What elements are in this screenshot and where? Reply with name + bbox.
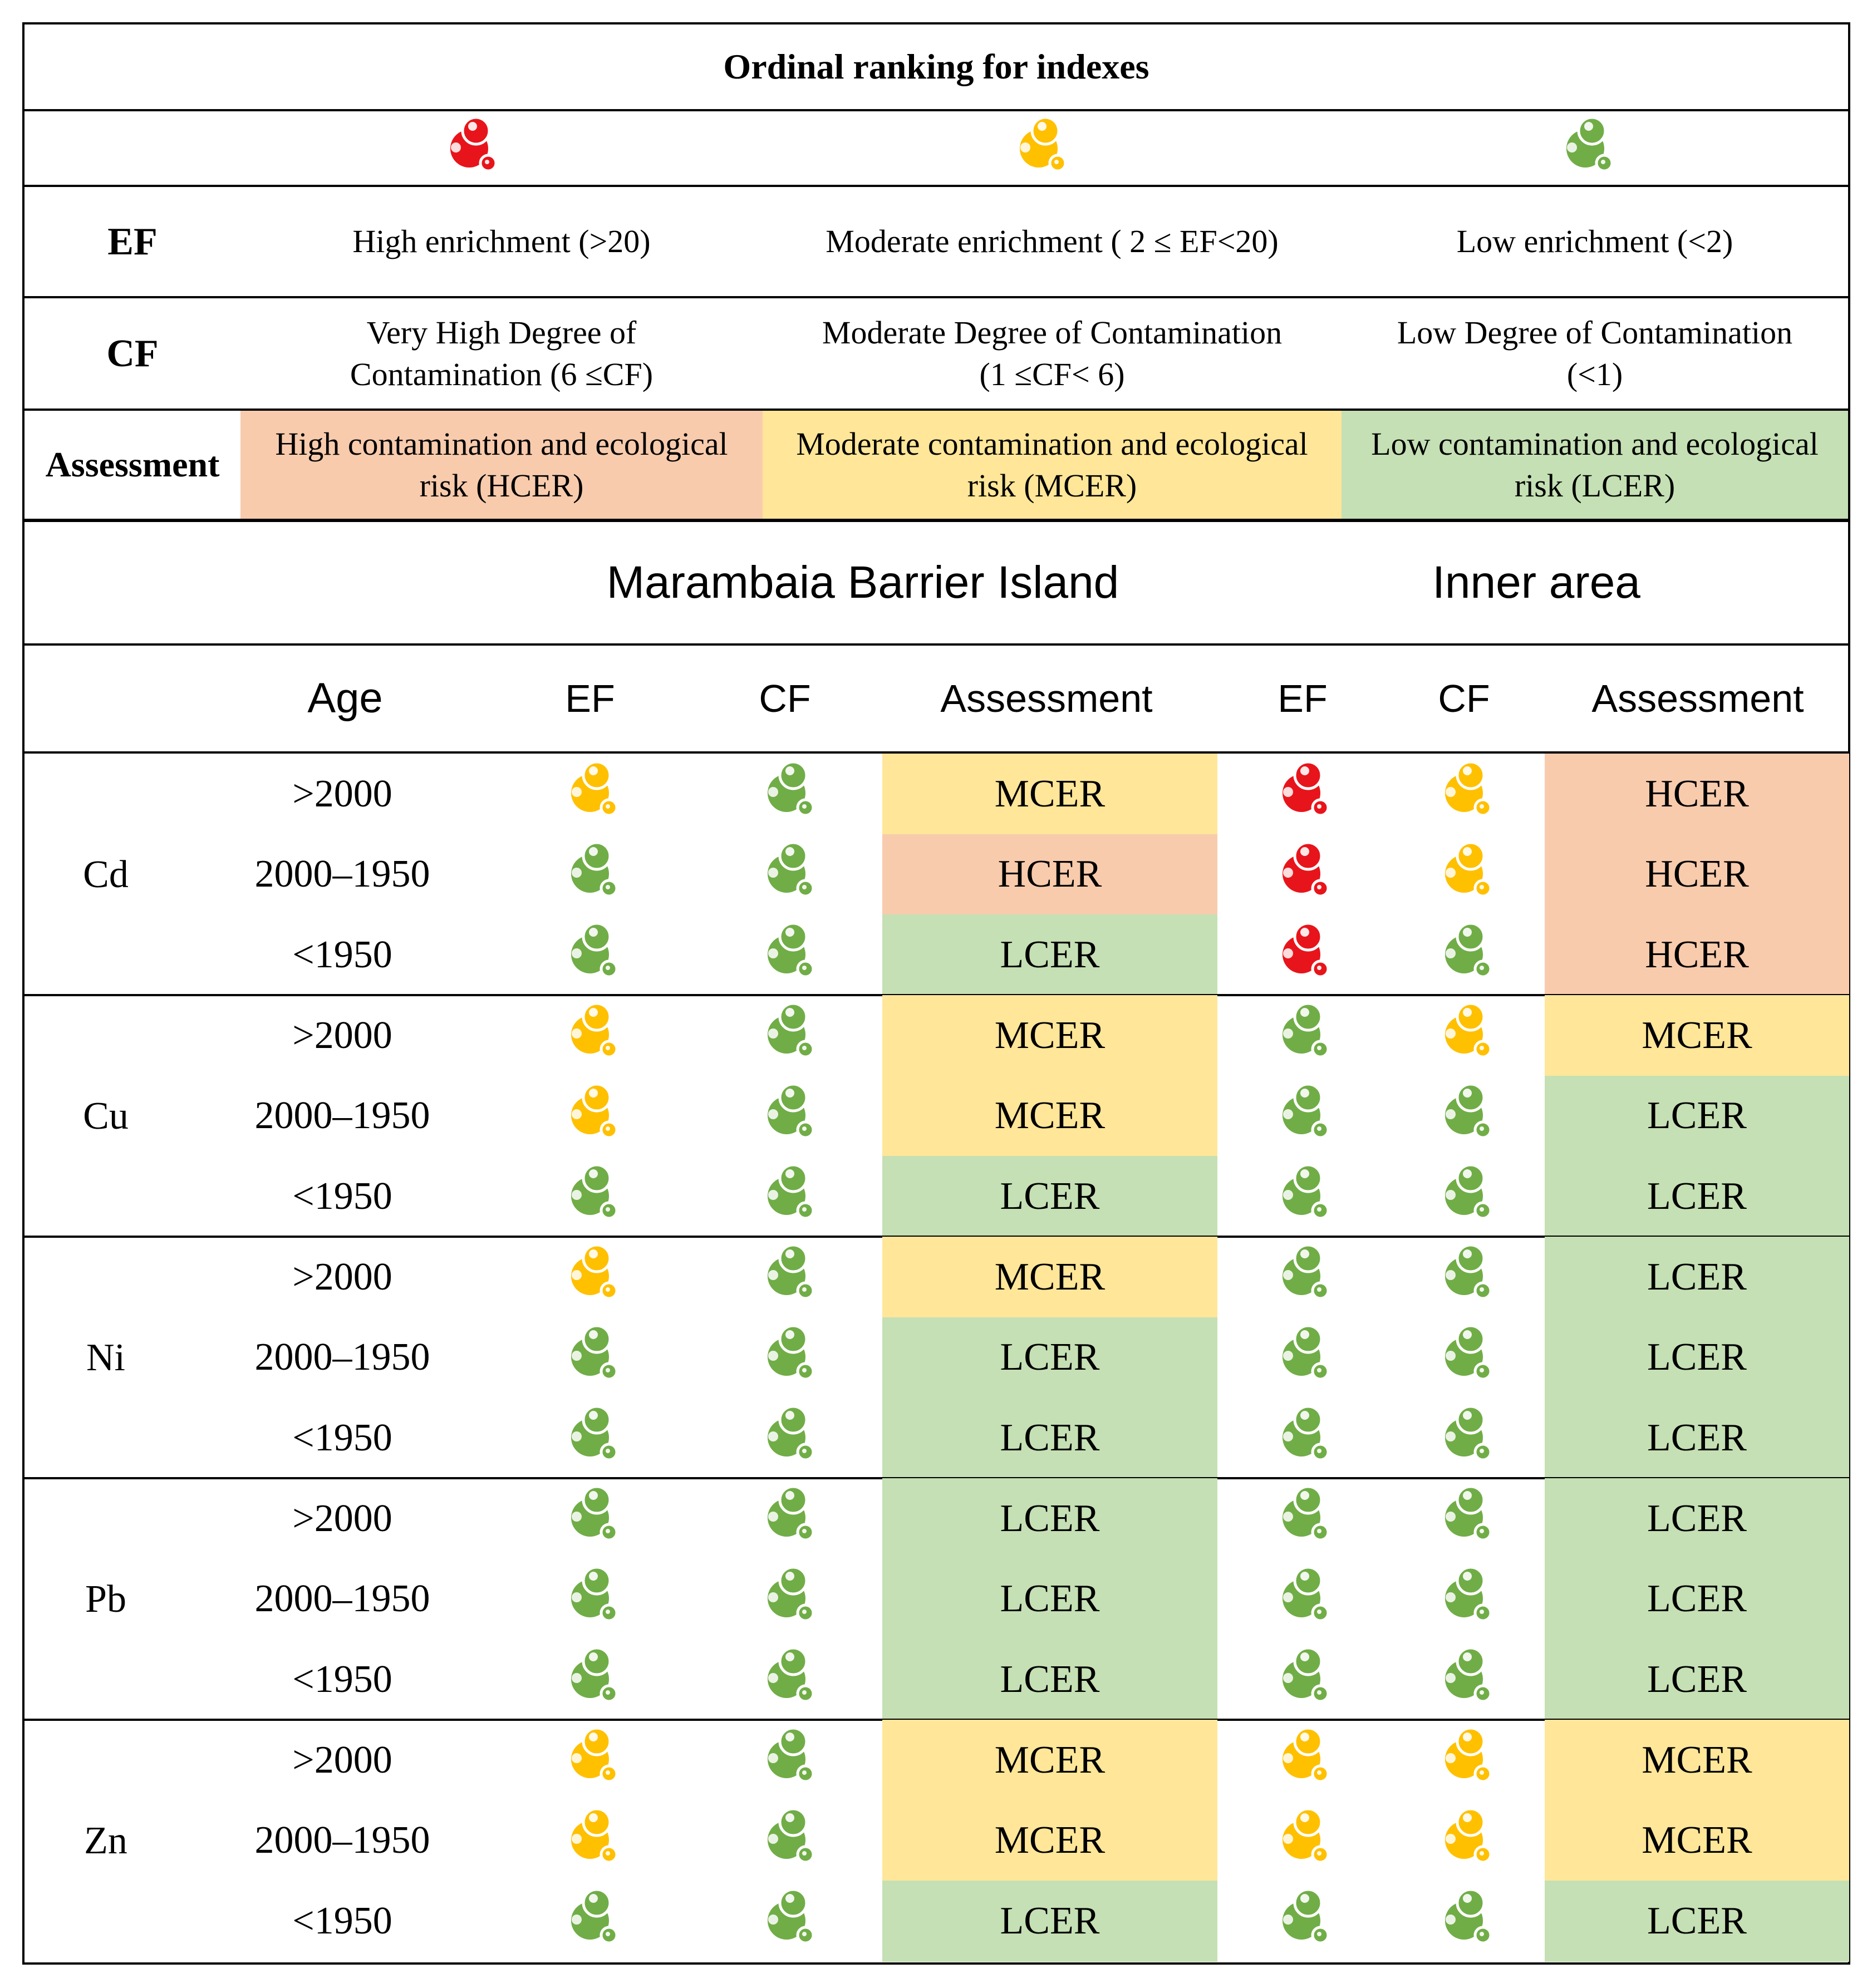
age-cell: 2000–1950 (254, 1577, 430, 1621)
inner-assessment-cell: LCER (1647, 1900, 1747, 1943)
high-level-icon (443, 114, 498, 175)
low-level-icon (1437, 1081, 1493, 1142)
ef-moderate-text: Moderate enrichment ( 2 ≤ EF<20) (826, 223, 1279, 260)
low-level-icon (760, 1805, 815, 1867)
low-level-icon (1275, 1322, 1330, 1384)
assessment-low-line1: Low contamination and ecological (1371, 425, 1819, 462)
moderate-level-icon (1012, 114, 1068, 175)
low-level-icon (563, 1564, 619, 1625)
inner-assessment-cell: LCER (1647, 1658, 1747, 1701)
low-level-icon (1275, 1886, 1330, 1947)
low-level-icon (1275, 1162, 1330, 1223)
col-header-inner-cf: CF (1438, 676, 1490, 720)
mbi-assessment-cell: LCER (1000, 1900, 1100, 1943)
inner-assessment-cell: HCER (1645, 772, 1749, 815)
low-level-icon (563, 839, 619, 900)
low-level-icon (563, 1645, 619, 1706)
moderate-level-icon (563, 1805, 619, 1867)
inner-assessment-cell: LCER (1647, 1497, 1747, 1540)
low-level-icon (1437, 1242, 1493, 1303)
cf-moderate-line2: (1 ≤CF< 6) (979, 356, 1125, 392)
age-cell: >2000 (292, 1013, 392, 1057)
cf-low-line2: (<1) (1566, 356, 1623, 392)
moderate-level-icon (1437, 839, 1493, 900)
low-level-icon (760, 1322, 815, 1384)
assessment-high-text (240, 411, 763, 519)
assessment-low-line2: risk (LCER) (1514, 468, 1676, 504)
element-label: Cu (83, 1094, 129, 1138)
cf-row-label: CF (106, 332, 159, 375)
assessment-high-line2: risk (HCER) (419, 468, 584, 504)
low-level-icon (1275, 1403, 1330, 1464)
moderate-level-icon (563, 1242, 619, 1303)
area-marambaia-header: Marambaia Barrier Island (606, 557, 1119, 608)
low-level-icon (760, 1000, 815, 1061)
low-level-icon (563, 1403, 619, 1464)
age-cell: 2000–1950 (254, 1819, 430, 1862)
low-level-icon (563, 920, 619, 981)
mbi-assessment-cell: MCER (994, 1738, 1105, 1782)
col-header-age: Age (307, 674, 383, 722)
moderate-level-icon (1437, 1000, 1493, 1061)
age-cell: 2000–1950 (254, 1336, 430, 1379)
assessment-moderate-line2: risk (MCER) (967, 468, 1137, 504)
mbi-assessment-cell: MCER (994, 1013, 1105, 1057)
mbi-assessment-cell: LCER (1000, 1658, 1100, 1701)
low-level-icon (760, 1483, 815, 1544)
high-level-icon (1275, 839, 1330, 900)
low-level-icon (760, 839, 815, 900)
area-inner-header: Inner area (1432, 557, 1640, 608)
mbi-assessment-cell: LCER (1000, 1497, 1100, 1540)
low-level-icon (1437, 1564, 1493, 1625)
age-cell: <1950 (292, 1900, 392, 1943)
mbi-assessment-cell: LCER (1000, 1175, 1100, 1218)
low-level-icon (1437, 1162, 1493, 1223)
low-level-icon (760, 920, 815, 981)
inner-assessment-cell: LCER (1647, 1416, 1747, 1460)
cf-moderate-line1: Moderate Degree of Contamination (822, 314, 1283, 351)
mbi-assessment-cell: MCER (994, 772, 1105, 815)
mbi-assessment-cell: MCER (994, 1255, 1105, 1298)
assessment-moderate-line1: Moderate contamination and ecological (796, 425, 1308, 462)
low-level-icon (760, 1081, 815, 1142)
moderate-level-icon (1275, 1725, 1330, 1786)
inner-assessment-cell: LCER (1647, 1336, 1747, 1379)
age-cell: >2000 (292, 772, 392, 815)
assessment-high-line1: High contamination and ecological (275, 425, 728, 462)
age-cell: <1950 (292, 1658, 392, 1701)
low-level-icon (1559, 114, 1614, 175)
inner-assessment-cell: LCER (1647, 1255, 1747, 1298)
col-header-mbi-ef: EF (565, 676, 615, 720)
cf-low-text (1342, 298, 1848, 409)
low-level-icon (1275, 1564, 1330, 1625)
low-level-icon (1275, 1645, 1330, 1706)
low-level-icon (1275, 1081, 1330, 1142)
low-level-icon (760, 1886, 815, 1947)
moderate-level-icon (563, 1000, 619, 1061)
low-level-icon (1437, 1483, 1493, 1544)
low-level-icon (760, 1564, 815, 1625)
ef-row-label: EF (107, 220, 158, 263)
legend-title: Ordinal ranking for indexes (723, 47, 1149, 87)
inner-assessment-cell: MCER (1642, 1738, 1752, 1782)
age-cell: >2000 (292, 1255, 392, 1298)
moderate-level-icon (1275, 1805, 1330, 1867)
element-label: Pb (85, 1577, 126, 1621)
low-level-icon (760, 1403, 815, 1464)
low-level-icon (1275, 1000, 1330, 1061)
moderate-level-icon (563, 759, 619, 820)
mbi-assessment-cell: LCER (1000, 1336, 1100, 1379)
cf-moderate-text (763, 298, 1342, 409)
low-level-icon (1437, 920, 1493, 981)
age-cell: <1950 (292, 1416, 392, 1460)
inner-assessment-cell: HCER (1645, 933, 1749, 977)
moderate-level-icon (1437, 1805, 1493, 1867)
low-level-icon (1437, 1645, 1493, 1706)
low-level-icon (563, 1886, 619, 1947)
low-level-icon (563, 1322, 619, 1384)
age-cell: >2000 (292, 1738, 392, 1782)
element-label: Zn (84, 1819, 127, 1862)
inner-assessment-cell: LCER (1647, 1094, 1747, 1138)
low-level-icon (1437, 1886, 1493, 1947)
assessment-low-text (1342, 411, 1848, 519)
high-level-icon (1275, 920, 1330, 981)
cf-high-text (240, 298, 763, 409)
assessment-moderate-text (763, 411, 1342, 519)
col-header-inner-ef: EF (1278, 676, 1328, 720)
moderate-level-icon (563, 1081, 619, 1142)
age-cell: <1950 (292, 933, 392, 977)
element-label: Ni (86, 1336, 125, 1379)
col-header-inner-assessment: Assessment (1591, 676, 1804, 720)
inner-assessment-cell: MCER (1642, 1819, 1752, 1862)
col-header-mbi-assessment: Assessment (940, 676, 1153, 720)
age-cell: >2000 (292, 1497, 392, 1540)
ef-high-text: High enrichment (>20) (352, 223, 651, 260)
low-level-icon (563, 1483, 619, 1544)
inner-assessment-cell: MCER (1642, 1013, 1752, 1057)
cf-high-line2: Contamination (6 ≤CF) (350, 356, 654, 392)
inner-assessment-cell: LCER (1647, 1175, 1747, 1218)
element-label: Cd (83, 853, 129, 896)
assessment-row-label: Assessment (45, 445, 220, 485)
low-level-icon (760, 1242, 815, 1303)
moderate-level-icon (1437, 759, 1493, 820)
cf-low-line1: Low Degree of Contamination (1397, 314, 1793, 351)
low-level-icon (563, 1162, 619, 1223)
inner-assessment-cell: HCER (1645, 853, 1749, 896)
ef-low-text: Low enrichment (<2) (1456, 223, 1733, 260)
mbi-assessment-cell: MCER (994, 1819, 1105, 1862)
inner-assessment-cell: LCER (1647, 1577, 1747, 1621)
low-level-icon (1437, 1322, 1493, 1384)
high-level-icon (1275, 759, 1330, 820)
low-level-icon (760, 1645, 815, 1706)
low-level-icon (760, 1725, 815, 1786)
col-header-mbi-cf: CF (759, 676, 811, 720)
mbi-assessment-cell: LCER (1000, 1416, 1100, 1460)
low-level-icon (760, 759, 815, 820)
low-level-icon (1275, 1483, 1330, 1544)
low-level-icon (1275, 1242, 1330, 1303)
age-cell: 2000–1950 (254, 853, 430, 896)
cf-high-line1: Very High Degree of (366, 314, 637, 351)
low-level-icon (1437, 1403, 1493, 1464)
age-cell: <1950 (292, 1175, 392, 1218)
mbi-assessment-cell: MCER (994, 1094, 1105, 1138)
low-level-icon (760, 1162, 815, 1223)
mbi-assessment-cell: HCER (998, 853, 1102, 896)
moderate-level-icon (563, 1725, 619, 1786)
mbi-assessment-cell: LCER (1000, 1577, 1100, 1621)
age-cell: 2000–1950 (254, 1094, 430, 1138)
mbi-assessment-cell: LCER (1000, 933, 1100, 977)
moderate-level-icon (1437, 1725, 1493, 1786)
